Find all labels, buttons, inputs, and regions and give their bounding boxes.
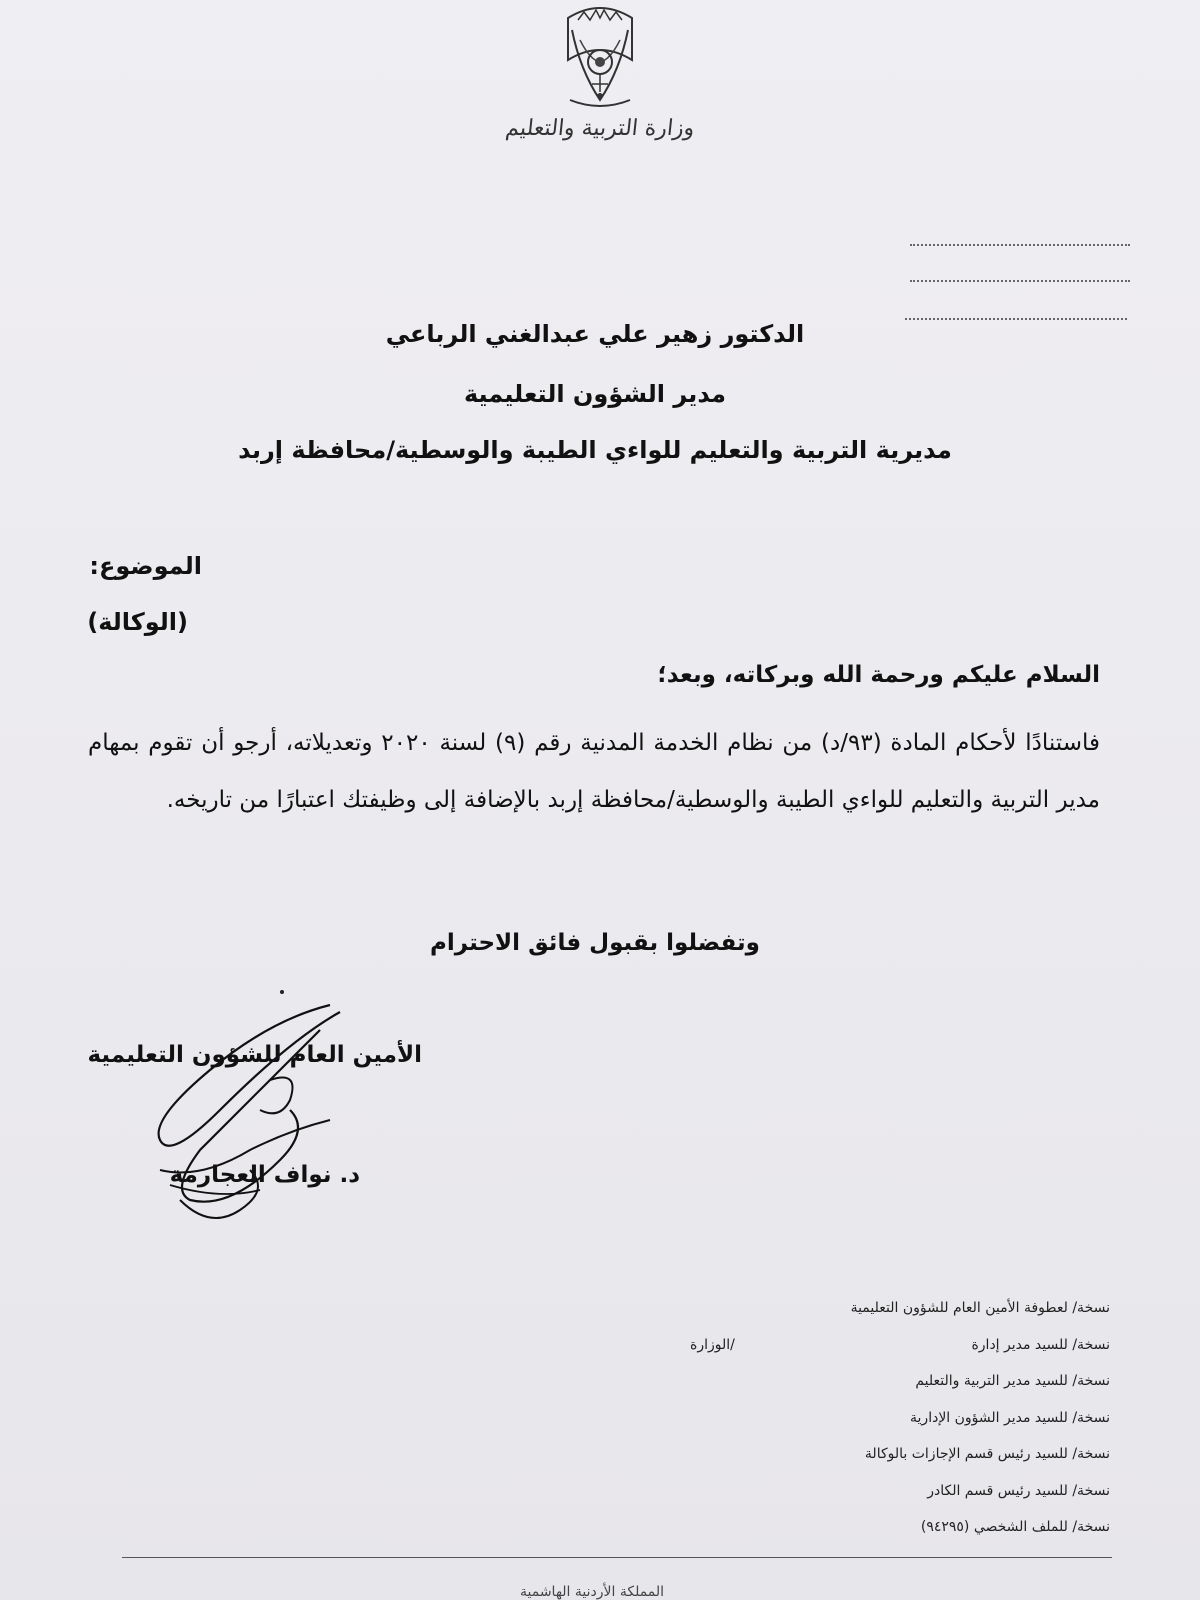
handwritten-signature	[140, 1000, 370, 1240]
copy-text: نسخة/ للسيد رئيس قسم الإجازات بالوكالة	[864, 1446, 1110, 1462]
copy-text: نسخة/ للسيد مدير التربية والتعليم	[915, 1373, 1110, 1389]
copy-item	[690, 1483, 1110, 1520]
copy-item	[690, 1373, 1110, 1410]
coat-of-arms-icon	[550, 0, 650, 110]
footer-divider	[122, 1557, 1112, 1558]
copy-item	[690, 1410, 1110, 1447]
footer-text: المملكة الأردنية الهاشمية	[520, 1584, 665, 1600]
copy-item	[690, 1519, 1110, 1556]
copy-text: نسخة/ للسيد مدير إدارة	[971, 1336, 1110, 1353]
addressee-directorate: مديرية التربية والتعليم للواءي الطيبة والوسطية/محافظة إربد	[238, 436, 952, 464]
closing-line: وتفضلوا بقبول فائق الاحترام	[430, 930, 760, 956]
copy-item	[690, 1337, 1110, 1374]
copy-text: نسخة/ للسيد مدير الشؤون الإدارية	[910, 1409, 1110, 1426]
copy-item	[690, 1446, 1110, 1483]
body-paragraph: فاستنادًا لأحكام المادة (٩٣/د) من نظام الخدمة المدنية رقم (٩) لسنة ٢٠٢٠ وتعديلاته، أرجو أن تقوم بمهام مدير التربية والتعليم للواءي الطيبة والوسطية/محافظة إربد بالإضافة إلى وظيفتك اعتبارًا من تاريخه.	[88, 730, 1100, 813]
signatory-name: د. نواف العجارمة	[169, 1162, 360, 1188]
ministry-name: وزارة التربية والتعليم	[504, 116, 696, 141]
date-dots	[910, 280, 1130, 282]
copies-list	[690, 1300, 1110, 1556]
subject-value: (الوكالة)	[87, 608, 188, 636]
addressee-position: مدير الشؤون التعليمية	[463, 380, 727, 408]
copy-text: نسخة/ لعطوفة الأمين العام للشؤون التعليمية	[850, 1300, 1110, 1316]
number-dots	[910, 244, 1130, 246]
signatory-title: الأمين العام للشؤون التعليمية	[87, 1042, 422, 1068]
greeting: السلام عليكم ورحمة الله وبركاته، وبعد؛	[657, 662, 1100, 688]
ink-dot	[280, 990, 284, 994]
copy-text: نسخة/ للسيد رئيس قسم الكادر	[927, 1482, 1110, 1499]
copy-text: نسخة/ للملف الشخصي (٩٤٢٩٥)	[920, 1519, 1110, 1535]
addressee-name: الدكتور زهير علي عبدالغني الرباعي	[385, 320, 805, 348]
subject-label: الموضوع:	[89, 552, 202, 580]
copy-item	[690, 1300, 1110, 1337]
copy-extra: /الوزارة	[690, 1336, 735, 1353]
